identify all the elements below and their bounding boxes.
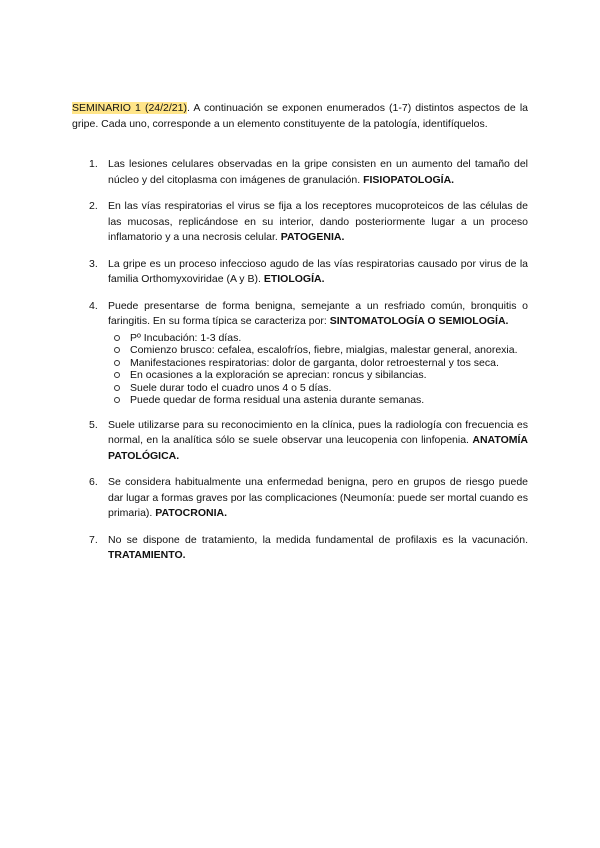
item-text: Suele utilizarse para su reconocimiento en la clínica, pues la radiología con frecuencia es normal, en la analítica sólo se suele observar una leucopenia con linfopenia.	[108, 418, 528, 446]
sublist-item	[108, 394, 528, 407]
item-text: Se considera habitualmente una enfermedad benigna, pero en grupos de riesgo puede dar lugar a formas graves por las complicaciones (Neumonía: puede ser mortal cuando es primaria).	[108, 476, 528, 519]
sublist-item	[108, 357, 528, 370]
item-answer: ANATOMÍA PATOLÓGICA.	[108, 434, 528, 462]
sublist-item	[108, 369, 528, 382]
sublist-item-text: Pº Incubación: 1-3 días.	[130, 331, 242, 344]
item-number: 6.	[89, 476, 98, 488]
list-item	[72, 475, 528, 522]
item-answer: FISIOPATOLOGÍA.	[363, 173, 455, 186]
item-answer: ETIOLOGÍA.	[263, 273, 325, 285]
sublist-item-text: En ocasiones a la exploración se aprecian: roncus y sibilancias.	[130, 369, 427, 381]
item-text: Puede presentarse de forma benigna, semejante a un resfriado común, bronquitis o faringitis. En su forma típica se caracteriza por:	[108, 299, 528, 327]
item-number: 7.	[89, 533, 98, 546]
seminar-title-highlight: SEMINARIO 1 (24/2/21)	[72, 102, 187, 114]
list-item	[72, 157, 528, 188]
symptom-sublist	[108, 332, 528, 407]
item-number: 2.	[89, 200, 98, 212]
sublist-item-text: Comienzo brusco: cefalea, escalofríos, fiebre, mialgias, malestar general, anorexia.	[130, 344, 518, 356]
list-item	[72, 257, 528, 288]
list-item	[72, 418, 528, 465]
list-item	[72, 199, 528, 246]
circle-bullet-icon	[114, 347, 120, 353]
item-text: Las lesiones celulares observadas en la gripe consisten en un aumento del tamaño del núcleo y del citoplasma con imágenes de granulación.	[108, 158, 528, 186]
list-item	[72, 299, 528, 407]
item-number: 3.	[89, 257, 98, 270]
item-number: 1.	[89, 158, 98, 170]
sublist-item-text: Suele durar todo el cuadro unos 4 o 5 días.	[130, 381, 332, 394]
item-answer: PATOCRONIA.	[155, 507, 228, 519]
sublist-item	[108, 332, 528, 345]
item-answer: TRATAMIENTO.	[108, 549, 186, 561]
circle-bullet-icon	[114, 385, 120, 391]
item-text: No se dispone de tratamiento, la medida fundamental de profilaxis es la vacunación.	[108, 533, 528, 546]
intro-text: . A continuación se exponen enumerados (1-7) distintos aspectos de la gripe. Cada uno, corresponde a un elemento constituyente de la patología, identifíquelos.	[72, 102, 528, 130]
item-number: 5.	[89, 418, 98, 431]
intro-paragraph	[72, 101, 528, 132]
item-answer: PATOGENIA.	[280, 231, 345, 243]
item-number: 4.	[89, 299, 98, 312]
circle-bullet-icon	[114, 372, 120, 378]
item-answer: SINTOMATOLOGÍA O SEMIOLOGÍA.	[329, 315, 509, 327]
list-item	[72, 533, 528, 564]
item-text: La gripe es un proceso infeccioso agudo de las vías respiratorias causado por virus de la familia Orthomyxoviridae (A y B).	[108, 257, 528, 285]
sublist-item	[108, 344, 528, 357]
circle-bullet-icon	[114, 335, 120, 341]
sublist-item	[108, 382, 528, 395]
item-text: En las vías respiratorias el virus se fija a los receptores mucoproteicos de las células de las mucosas, replicándose en su interior, dando posteriormente lugar a un proceso inflamatorio y a una necrosis celular.	[108, 200, 528, 243]
circle-bullet-icon	[114, 397, 120, 403]
aspects-list	[72, 157, 528, 564]
sublist-item-text: Puede quedar de forma residual una astenia durante semanas.	[130, 394, 425, 406]
circle-bullet-icon	[114, 360, 120, 366]
sublist-item-text: Manifestaciones respiratorias: dolor de garganta, dolor retroesternal y tos seca.	[130, 356, 499, 369]
